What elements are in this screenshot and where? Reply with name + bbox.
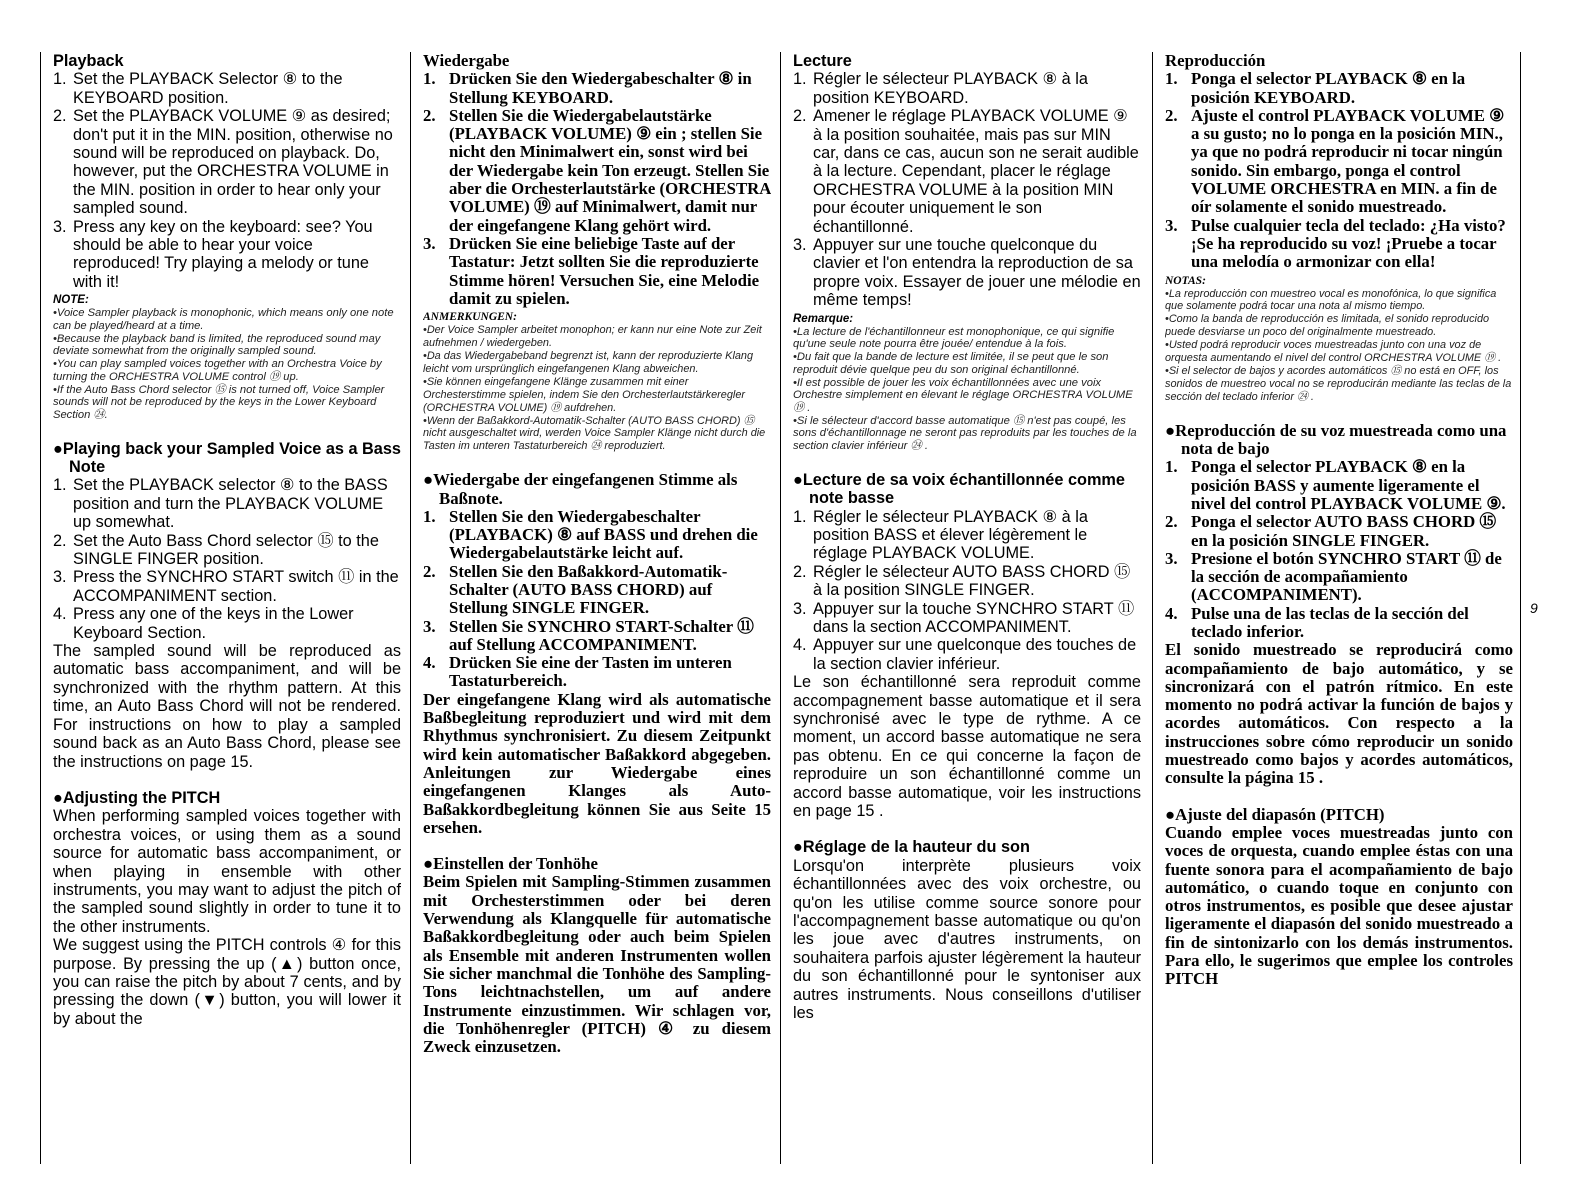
list-item: •Si le sélecteur d'accord basse automatique ⑮ n'est pas coupé, les sons d'échantillonnage ne seront pas reproduits par les touches de la section clavier inférieur ㉔ . [793,414,1137,453]
paragraph: Le son échantillonné sera reproduit comme accompagnement basse automatique et il sera synchronisé avec le type de rythme. A ce moment, un accord basse automatique ne sera pas obtenu. En ce qui concerne la façon de reproduire un son échantillonné comme un accord basse automatique, voir les instructions en page 15 . [793,673,1141,821]
section-title: ●Réglage de la hauteur du son [793,838,1030,857]
french-column [793,52,1141,1162]
step-list [53,70,401,291]
list-item: 4. Appuyer sur une quelconque des touches de la section clavier inférieur. [793,636,1137,673]
list-item: •Sie können eingefangene Klänge zusammen mit einer Orchesterstimme spielen, indem Sie den Orchesterlautstärkeregler (ORCHESTRA VOLUME) ⑲ aufdrehen. [423,375,746,414]
step-list [793,508,1141,674]
note-list [793,326,1141,453]
section-title: ●Playing back your Sampled Voice as a Bass Note [53,439,401,477]
bass-note-section [1165,422,1513,788]
bass-note-section [423,471,771,837]
note-title: Remarque: [793,312,854,325]
section-title: ●Adjusting the PITCH [53,788,221,807]
pitch-section [793,838,1141,1022]
list-item: 3. Stellen Sie SYNCHRO START-Schalter ⑪ auf Stellung ACCOMPANIMENT. [423,616,754,654]
list-item: 3. Pulse cualquier tecla del teclado: ¿Ha visto? ¡Se ha reproducido su voz! ¡Pruebe a tocar una melodía o armonizar con ella! [1165,215,1506,272]
list-item: 4. Drücken Sie eine der Tasten im unteren Tastaturbereich. [423,653,732,691]
paragraph: Der eingefangene Klang wird als automatische Baßbegleitung reproduziert und wird mit dem Rhythmus synchronisiert. Zu diesem Zeitpunkt wird kein automatischer Baßakkord abgegeben. Anleitungen zur Wiedergabe eines eingefangenen Klanges als Auto-Baßakkordbegleitung können Sie aus Seite 15 ersehen. [423,689,771,837]
pitch-section [53,789,401,1028]
list-item: •Da das Wiedergabeband begrenzt ist, kann der reproduzierte Klang leicht vom ursprünglich eingefangenen Klang abweichen. [423,349,754,375]
column-rule [1520,52,1521,1164]
list-item: 4. Press any one of the keys in the Lower Keyboard Section. [53,605,354,642]
list-item: 2. Régler le sélecteur AUTO BASS CHORD ⑮ à la position SINGLE FINGER. [793,562,1131,600]
column-rule [780,52,781,1164]
paragraph: When performing sampled voices together with orchestra voices, or using them as a sound source for automatic bass accompaniment, or when playing in ensemble with other instruments, you may want to adjust the pitch of the sampled sound slightly in order to tune it to the other instruments. [53,807,401,936]
list-item: 1. Set the PLAYBACK Selector ⑧ to the KEYBOARD position. [53,70,343,107]
german-column [423,52,771,1162]
list-item: •Du fait que la bande de lecture est limitée, il se peut que le son reproduit dévie quelque peu du son original échantillonné. [793,351,1109,376]
note-list [423,324,771,453]
paragraph: The sampled sound will be reproduced as automatic bass accompaniment, and will be synchronized with the rhythm pattern. At this time, an Auto Bass Chord will not be rendered. For instructions on how to play a sampled sound back as an Auto Bass Chord, please see the instructions on page 15. [53,642,401,771]
step-list [1165,70,1513,271]
note-title: NOTAS: [1165,274,1206,287]
note-title: ANMERKUNGEN: [423,311,517,324]
list-item: 1. Set the PLAYBACK selector ⑧ to the BASS position and turn the PLAYBACK VOLUME up somewhat. [53,476,388,532]
step-list [423,70,771,308]
section-title: ●Lecture de sa voix échantillonnée comme note basse [793,470,1125,508]
pitch-section [1165,806,1513,989]
list-item: 2. Set the Auto Bass Chord selector ⑮ to the SINGLE FINGER position. [53,531,379,569]
list-item: 3. Presione el botón SYNCHRO START ⑪ de la sección de acompañamiento (ACCOMPANIMENT). [1165,548,1502,605]
section-title: Reproducción [1165,52,1266,70]
section-title: Playback [53,52,124,70]
list-item: 3. Appuyer sur la touche SYNCHRO START ⑪ dans la section ACCOMPANIMENT. [793,599,1135,636]
paragraph: Lorsqu'on interprète plusieurs voix échantillonnées avec des voix orchestre, ou qu'on les utilise comme source sonore pour l'accompagnement basse automatique ou qu'on les joue avec d'autres instruments, on souhaitera parfois ajuster légèrement la hauteur du son échantillonné pour le syntoniser aux autres instruments. Nous conseillons d'utiliser les [793,856,1141,1023]
list-item: •Il est possible de jouer les voix échantillonnées avec une voix Orchestre simplement en élevant le réglage ORCHESTRA VOLUME ⑲ . [793,376,1133,414]
list-item: 4. Pulse una de las teclas de la sección del teclado inferior. [1165,603,1469,641]
paragraph: We suggest using the PITCH controls ④ for this purpose. By pressing the up (▲) button once, you can raise the pitch by about 7 cents, and by pressing the down (▼) button, you will lower it by about the [53,936,401,1028]
step-list [1165,458,1513,641]
list-item: 3. Appuyer sur une touche quelconque du clavier et l'on entendra la reproduction de sa propre voix. Essayer de jouer une mélodie en même temps! [793,236,1141,310]
paragraph: Cuando emplee voces muestreadas junto con voces de orquesta, cuando emplee éstas con una fuente sonora para el acompañamiento de bajo automático, o cuando toque en conjunto con otros instrumentos, es posible que desee ajustar ligeramente el diapasón del sonido muestreado a fin de sintonizarlo con los demás instrumentos. Para ello, le sugerimos que emplee los controles PITCH [1165,822,1513,989]
bass-note-section [53,440,401,771]
column-rule [1152,52,1153,1164]
list-item: •If the Auto Bass Chord selector ⑮ is not turned off, Voice Sampler sounds will not be reproduced by the keys in the Lower Keyboard Section ㉔. [53,383,385,421]
list-item: •Usted podrá reproducir voces muestreadas junto con una voz de orquesta aumentando el nivel del control ORCHESTRA VOLUME ⑲ . [1165,339,1502,365]
column-rule [410,52,411,1164]
list-item: •Because the playback band is limited, the reproduced sound may deviate somewhat from the originally sampled sound. [53,332,381,358]
list-item: •Si el selector de bajos y acordes automáticos ⑮ no está en OFF, los sonidos de muestreo vocal no se reproducirán mediante las teclas de la sección del teclado inferior ㉔ . [1165,365,1512,403]
list-item: •Como la banda de reproducción es limitada, el sonido reproducido puede desviarse un poco del originalmente muestreado. [1165,313,1490,339]
note-list [1165,288,1513,404]
paragraph: El sonido muestreado se reproducirá como acompañamiento de bajo automático, y se sincronizará con el patrón rítmico. En este momento no podrá activar la función de bajos y acordes automáticos. Con respecto a la instrucciones sobre cómo reproducir un sonido muestreado como bajos y acordes automáticos, consulte la página 15 . [1165,640,1513,788]
pitch-section [423,855,771,1056]
section-title: ●Reproducción de su voz muestreada como una nota de bajo [1165,420,1507,459]
list-item: 2. Amener le réglage PLAYBACK VOLUME ⑨ à la position souhaitée, mais pas sur MIN car, dans ce cas, aucun son ne serait audible à la lecture. Cependant, placer le réglage ORCHESTRA VOLUME à la position MIN pour écouter uniquement le son échantillonné. [793,107,1139,236]
bass-note-section [793,471,1141,821]
list-item: •Der Voice Sampler arbeitet monophon; er kann nur eine Note zur Zeit aufnehmen / wiedergeben. [423,324,762,350]
note-title: NOTE: [53,294,89,307]
list-item: 1. Régler le sélecteur PLAYBACK ⑧ à la position KEYBOARD. [793,70,1088,107]
list-item: 2. Stellen Sie den Baßakkord-Automatik-Schalter (AUTO BASS CHORD) auf Stellung SINGLE FINGER. [423,561,728,618]
section-title: Wiedergabe [423,52,510,70]
step-list [423,508,771,691]
note-list [53,307,401,421]
column-rule [40,52,41,1164]
list-item: •La reproducción con muestreo vocal es monofónica, lo que significa que solamente podrá tocar una nota al mismo tiempo. [1165,287,1497,313]
list-item: •You can play sampled voices together with an Orchestra Voice by turning the ORCHESTRA VOLUME control ⑲ up. [53,358,382,383]
section-title: ●Wiedergabe der eingefangenen Stimme als Baßnote. [423,470,738,508]
list-item: 2. Ajuste el control PLAYBACK VOLUME ⑨ a su gusto; no lo ponga en la posición MIN., ya que no podrá reproducir ni tocar ningún sonido. Sin embargo, ponga el control VOLUME ORCHESTRA en MIN. a fin de oír solamente el sonido muestreado. [1165,105,1505,217]
list-item: 2. Ponga el selector AUTO BASS CHORD ⑮ en la posición SINGLE FINGER. [1165,512,1497,550]
english-column [53,52,401,1162]
page-number: 9 [1530,600,1538,616]
section-title: ●Einstellen der Tonhöhe [423,854,598,874]
list-item: 3. Drücken Sie eine beliebige Taste auf der Tastatur: Jetzt sollten Sie die reproduzierte Stimme hören! Versuchen Sie, eine Melodie damit zu spielen. [423,233,760,308]
list-item: 1. Ponga el selector PLAYBACK ⑧ en la posición KEYBOARD. [1165,69,1466,107]
list-item: 1. Ponga el selector PLAYBACK ⑧ en la posición BASS y aumente ligeramente el nivel del control PLAYBACK VOLUME ⑨. [1165,457,1506,513]
spanish-column [1165,52,1513,1162]
list-item: 2. Stellen Sie die Wiedergabelautstärke (PLAYBACK VOLUME) ⑨ ein ; stellen Sie nicht den Minimalwert ein, sonst wird bei der Wiedergabe kein Ton erzeugt. Stellen Sie aber die Orchesterlautstärke (ORCHESTRA VOLUME) ⑲ auf Minimalwert, damit nur der eingefangene Klang gehört wird. [423,105,771,235]
section-title: ●Ajuste del diapasón (PITCH) [1165,804,1385,824]
step-list [793,70,1141,309]
list-item: 2. Set the PLAYBACK VOLUME ⑨ as desired; don't put it in the MIN. position, otherwise no sound will be reproduced on playback. Do, however, put the ORCHESTRA VOLUME in the MIN. position in order to hear only your sampled sound. [53,107,393,218]
list-item: •La lecture de l'échantillonneur est monophonique, ce qui signifie qu'une seule note pourra être jouée/ entendue à la fois. [793,325,1115,351]
list-item: 1. Drücken Sie den Wiedergabeschalter ⑧ in Stellung KEYBOARD. [423,69,752,107]
list-item: •Voice Sampler playback is monophonic, which means only one note can be played/heard at a time. [53,307,394,332]
step-list [53,476,401,642]
paragraph: Beim Spielen mit Sampling-Stimmen zusammen mit Orchesterstimmen oder bei deren Verwendung als Klangquelle für automatische Baßakkordbegleitung oder auch beim Spielen als Ensemble mit anderen Instrumenten wollen Sie sicher manchmal die Tonhöhe des Sampling-Tons leichtnachstellen, um auf andere Instrumente einzustimmen. Wir schlagen vor, die Tonhöhenregler (PITCH) ④ zu diesem Zweck einzusetzen. [423,872,771,1057]
list-item: 3. Press the SYNCHRO START switch ⑪ in the ACCOMPANIMENT section. [53,568,399,605]
list-item: 1. Stellen Sie den Wiedergabeschalter (PLAYBACK) ⑧ auf BASS und drehen die Wiedergabelautstärke leicht auf. [423,506,758,563]
list-item: 3. Press any key on the keyboard: see? You should be able to hear your voice reproduced! Try playing a melody or tune with it! [53,217,373,291]
list-item: •Wenn der Baßakkord-Automatik-Schalter (AUTO BASS CHORD) ⑮ nicht ausgeschaltet wird, werden Voice Sampler Klänge nicht durch die Tasten im unteren Tastaturbereich ㉔ reproduziert. [423,414,766,453]
list-item: 1. Régler le sélecteur PLAYBACK ⑧ à la position BASS et élever légèrement le réglage PLAYBACK VOLUME. [793,507,1088,563]
section-title: Lecture [793,52,852,70]
